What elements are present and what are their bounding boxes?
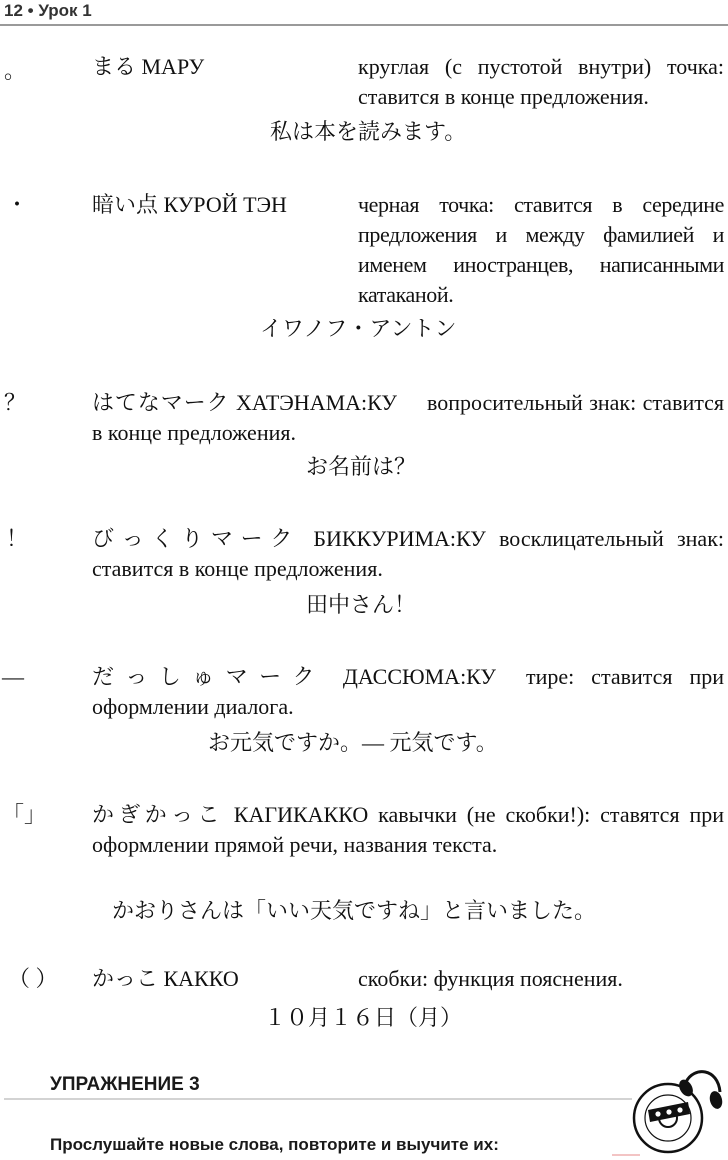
description-kagikakko: кавычки (не скобки!): ставятся при оформлении прямой речи, названия текста. (92, 802, 724, 857)
example-dasshu: お元気ですか。— 元気です。 (208, 730, 498, 755)
example-kakko: １０月１６日（月） (264, 1005, 463, 1030)
symbol-hatena: ？ (4, 390, 27, 415)
description-maru: круглая (с пустотой внутри) точка: ставится в конце предложения. (358, 54, 724, 109)
description-dasshu: тире: ставится при оформлении диалога. (92, 664, 724, 719)
term-kagikakko: かぎかっこ КАГИКАККО (92, 802, 369, 827)
term-kuroi-ten: 暗い点 КУРОЙ ТЭН (92, 192, 287, 217)
term-kakko: かっこ КАККО (92, 966, 239, 991)
symbol-kakko: （ ） (8, 966, 58, 991)
cd-headphones-icon (628, 1062, 724, 1158)
exercise-title: УПРАЖНЕНИЕ 3 (50, 1074, 200, 1095)
example-kuroi-ten: イワノフ・アントン (260, 316, 457, 341)
example-maru: 私は本を読みます。 (270, 119, 467, 144)
exercise-instruction: Прослушайте новые слова, повторите и выучите их: (50, 1135, 499, 1154)
page-header (4, 0, 92, 22)
hatena-block (92, 388, 724, 448)
description-kakko: скобки: функция пояснения. (358, 966, 623, 991)
exercise-rule (4, 1098, 632, 1100)
term-maru: まる МАРУ (92, 54, 205, 79)
header-bullet: • (27, 1, 34, 20)
example-kagikakko: かおりさんは「いい天気ですね」と言いました。 (112, 898, 597, 923)
term-hatena: はてなマーク ХАТЭНАМА:КУ (92, 390, 397, 415)
page-number: 12 (4, 1, 23, 20)
decorative-mark (612, 1154, 640, 1156)
description-bikkuri: восклицательный знак: ставится в конце предложения. (92, 526, 724, 581)
term-bikkuri: びっくりマーク БИККУРИМА:КУ (92, 526, 486, 551)
kagikakko-block (92, 800, 724, 860)
symbol-kuroi-ten: ・ (6, 192, 29, 217)
dasshu-block (92, 662, 724, 722)
example-bikkuri: 田中さん！ (306, 592, 417, 617)
bikkuri-block (92, 524, 724, 584)
symbol-kagikakko: 「」 (2, 802, 47, 827)
symbol-bikkuri: ！ (6, 526, 29, 551)
header-rule (0, 24, 728, 26)
symbol-dasshu: — (2, 664, 24, 689)
symbol-maru: 。 (4, 58, 27, 83)
description-kuroi-ten: черная точка: ставится в середине предложения и между фамилией и именем иностранцев, написанными катаканой. (358, 192, 724, 307)
description-hatena: вопросительный знак: ставится в конце предложения. (92, 390, 724, 445)
term-dasshu: だっしゅマーク ДАССЮМА:КУ (92, 664, 496, 689)
lesson-title: Урок 1 (38, 1, 92, 20)
example-hatena: お名前は？ (306, 454, 417, 479)
